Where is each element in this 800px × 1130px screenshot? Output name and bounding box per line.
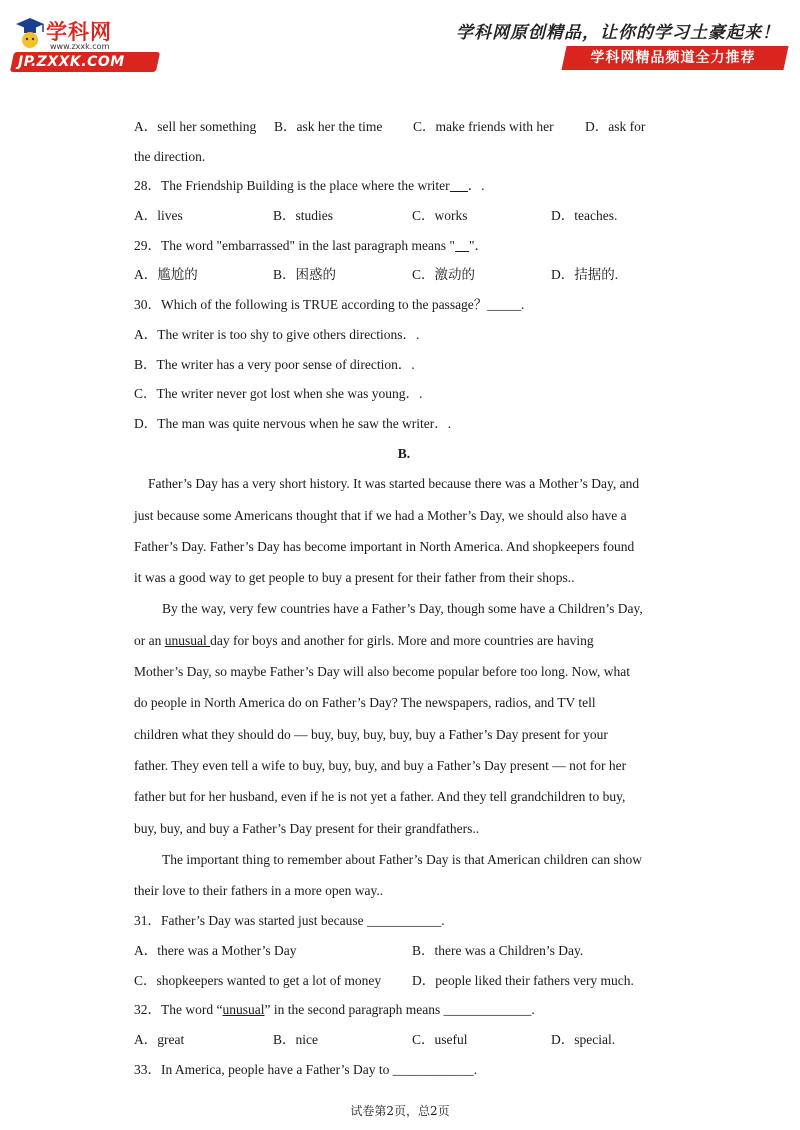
q28-options xyxy=(134,201,674,231)
q28-option-c: C．works xyxy=(412,208,468,224)
passage-line: their love to their fathers in a more open way.. xyxy=(134,883,384,899)
q30-stem: 30．Which of the following is TRUE according to the passage？_____. xyxy=(134,297,525,313)
passage-text: or an xyxy=(134,632,165,648)
q31-option-d: D．people liked their fathers very much. xyxy=(412,972,634,988)
q27-option-c: C．make friends with her xyxy=(413,119,554,134)
q30-option-c: C．The writer never got lost when she was young．. xyxy=(134,386,423,402)
q27-option-a: A．sell her something xyxy=(134,119,257,134)
q32-option-c: C．useful xyxy=(412,1032,468,1048)
q32-option-d: D．special. xyxy=(551,1032,616,1048)
q30-option-a: A．The writer is too shy to give others directions．. xyxy=(134,326,420,342)
passage-line: By the way, very few countries have a Father’s Day, though some have a Children’s Day, xyxy=(162,601,643,617)
q28-stem xyxy=(134,171,674,201)
underlined-word-unusual: unusual xyxy=(164,632,211,648)
q29-blank xyxy=(455,235,469,252)
q32-option-a: A．great xyxy=(134,1032,185,1048)
q31-option-a: A．there was a Mother’s Day xyxy=(134,943,297,959)
passage-line: Father’s Day. Father’s Day has become important in North America. And shopkeepers found xyxy=(134,538,635,554)
passage-line: The important thing to remember about Father’s Day is that American children can show xyxy=(162,851,642,867)
q32-stem-tail: ” in the second paragraph means _____________. xyxy=(264,1002,535,1018)
q29-stem xyxy=(134,231,674,261)
section-heading-b: B. xyxy=(397,445,411,461)
q28-blank xyxy=(450,175,468,192)
q30-option-d: D．The man was quite nervous when he saw the writer．. xyxy=(134,415,452,431)
passage-line xyxy=(134,625,674,656)
page-footer: 试卷第2页，总2页 xyxy=(350,1104,450,1118)
q31-options-row2 xyxy=(134,966,674,996)
q29-stem-tail: "． xyxy=(468,237,488,253)
q28-stem-tail: ．. xyxy=(467,178,485,194)
q32-option-b: B．nice xyxy=(273,1032,318,1048)
passage-paragraph-1 xyxy=(134,468,674,593)
logo-title: 学科网 xyxy=(46,20,112,44)
q29-stem-text: 29．The word "embarrassed" in the last paragraph means " xyxy=(134,237,455,253)
q30-option-b: B．The writer has a very poor sense of direction．. xyxy=(134,356,415,372)
header-slogan: 学科网原创精品，让你的学习土豪起来！ xyxy=(456,23,780,43)
passage-line: children what they should do — buy, buy, buy, buy, buy a Father’s Day present for your xyxy=(134,726,608,742)
passage-line: Mother’s Day, so maybe Father’s Day will also become popular before too long. Now, what xyxy=(134,664,631,680)
site-logo[interactable] xyxy=(12,12,162,74)
passage-line: buy, buy, and buy a Father’s Day present for their grandfathers.. xyxy=(134,820,480,836)
q32-stem xyxy=(134,995,674,1025)
q29-option-b: B．困惑的 xyxy=(273,267,337,283)
graduation-cap-icon xyxy=(12,14,46,50)
passage-line: father but for her husband, even if he is not yet a father. And they tell grandchildren to buy, xyxy=(134,789,626,805)
passage-paragraph-3 xyxy=(134,844,674,907)
q31-options-row1 xyxy=(134,936,674,966)
q32-options xyxy=(134,1025,674,1055)
q33-stem: 33．In America, people have a Father’s Day to ____________. xyxy=(134,1061,478,1077)
logo-url: www.zxxk.com xyxy=(50,42,110,51)
q29-option-d: D．拮据的. xyxy=(551,267,619,283)
passage-line: it was a good way to get people to buy a present for their father from their shops.. xyxy=(134,570,575,586)
q29-option-a: A．尴尬的 xyxy=(134,267,198,283)
q28-option-a: A．lives xyxy=(134,208,183,224)
slogan-banner-text: 学科网精品频道全力推荐 xyxy=(590,50,756,66)
passage-line: do people in North America do on Father’s Day? The newspapers, radios, and TV tell xyxy=(134,695,596,711)
q28-option-b: B．studies xyxy=(273,208,334,224)
exam-content xyxy=(134,112,674,1085)
q29-options xyxy=(134,260,674,290)
q31-option-c: C．shopkeepers wanted to get a lot of money xyxy=(134,972,382,988)
passage-paragraph-2 xyxy=(134,593,674,843)
passage-text: day for boys and another for girls. More and more countries are having xyxy=(210,632,594,648)
q27-option-d: D．ask for xyxy=(585,119,646,134)
q27-option-b: B．ask her the time xyxy=(274,119,383,134)
q31-option-b: B．there was a Children’s Day. xyxy=(412,943,584,959)
logo-site-text: JP.ZXXK.COM xyxy=(18,54,125,70)
passage-line: just because some Americans thought that if we had a Mother’s Day, we should also have a xyxy=(134,507,627,523)
q31-stem: 31．Father’s Day was started just because ___________. xyxy=(134,913,445,929)
q32-stem-text: 32．The word “ xyxy=(134,1002,223,1018)
q32-underlined-word: unusual xyxy=(222,1002,265,1018)
q27-option-d-cont: the direction. xyxy=(134,148,206,164)
q29-option-c: C．激动的 xyxy=(412,267,476,283)
passage-line: Father’s Day has a very short history. It was started because there was a Mother’s Day, and xyxy=(148,476,640,492)
q27-options xyxy=(134,112,674,142)
q28-option-d: D．teaches. xyxy=(551,208,618,224)
q28-stem-text: 28．The Friendship Building is the place where the writer xyxy=(134,178,450,194)
passage-line: father. They even tell a wife to buy, buy, buy, and buy a Father’s Day present — not for her xyxy=(134,757,627,773)
